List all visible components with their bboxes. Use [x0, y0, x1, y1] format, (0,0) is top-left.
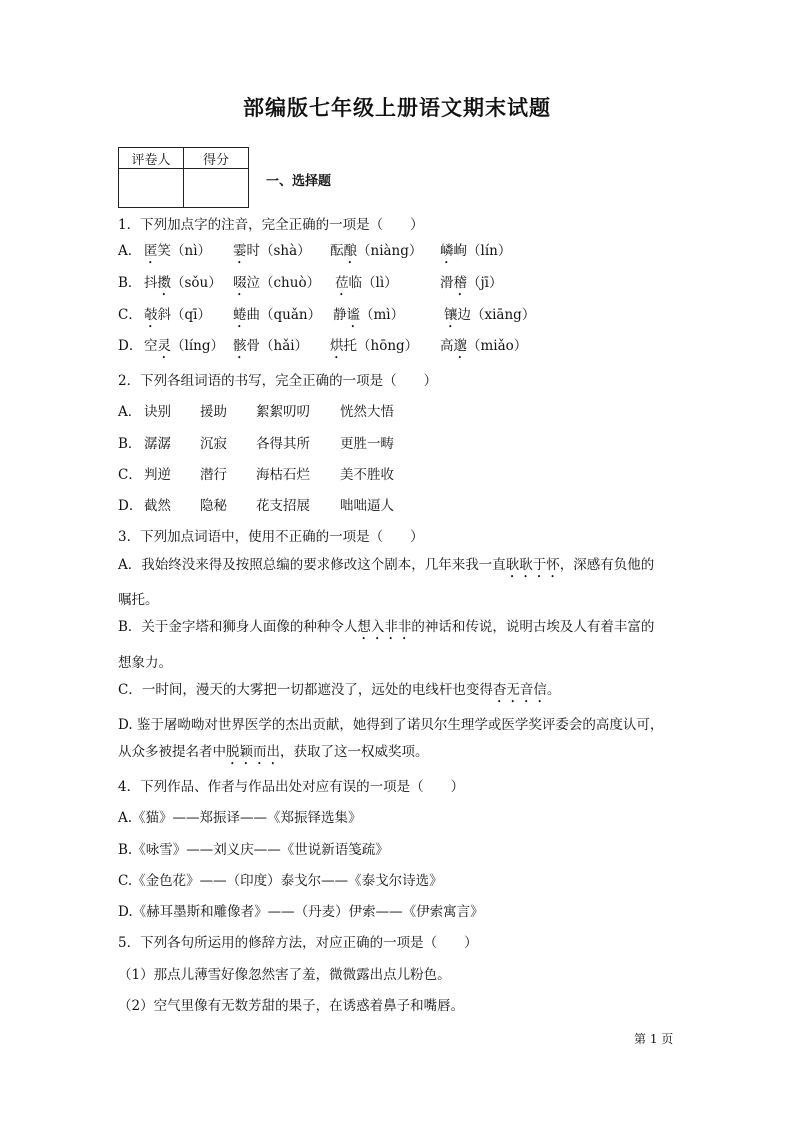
q4-option-c: C.《金色花》——（印度）泰戈尔——《泰戈尔诗选》: [118, 873, 443, 889]
grader-cell: [119, 169, 184, 208]
q5-sentence-1: （1）那点儿薄雪好像忽然害了羞，微微露出点儿粉色。: [118, 967, 451, 983]
q3-option-a-cont: 嘱托。: [118, 592, 159, 608]
q3-option-b: B．关于金字塔和狮身人面像的种种令人想入非非的神话和传说，说明古埃及人有着丰富的: [118, 619, 655, 635]
page-title: 部编版七年级上册语文期末试题: [243, 95, 551, 120]
grader-header: 评卷人: [119, 148, 184, 169]
q2-stem: 2．下列各组词语的书写，完全正确的一项是（ ）: [118, 373, 438, 389]
q3-option-a: A．我始终没来得及按照总编的要求修改这个剧本，几年来我一直耿耿于怀，深感有负他的: [118, 557, 655, 573]
q3-stem: 3．下列加点词语中，使用不正确的一项是（ ）: [118, 529, 424, 545]
q3-option-d: D. 鉴于屠呦呦对世界医学的杰出贡献，她得到了诺贝尔生理学或医学奖评委会的高度认可，: [118, 717, 664, 733]
q3-option-b-cont: 想象力。: [118, 655, 172, 671]
q1-stem: 1．下列加点字的注音，完全正确的一项是（ ）: [118, 217, 424, 233]
q3-option-d-cont: 从众多被提名者中脱颖而出，获取了这一权威奖项。: [118, 744, 429, 760]
q4-option-b: B.《咏雪》——刘义庆——《世说新语笺疏》: [118, 842, 389, 858]
section-heading: 一、选择题: [266, 174, 332, 189]
q4-option-d: D.《赫耳墨斯和雕像者》——（丹麦）伊索——《伊索寓言》: [118, 904, 484, 920]
score-cell: [184, 169, 249, 208]
page-number: 第 1 页: [634, 1032, 674, 1046]
q3-option-c: C．一时间，漫天的大雾把一切都遮没了，远处的电线杆也变得杳无音信。: [118, 682, 561, 698]
grader-score-table: [118, 147, 249, 208]
q4-option-a: A.《猫》——郑振译——《郑振铎选集》: [118, 810, 362, 826]
score-header: 得分: [184, 148, 249, 169]
q5-stem: 5．下列各句所运用的修辞方法，对应正确的一项是（ ）: [118, 935, 478, 951]
q4-stem: 4．下列作品、作者与作品出处对应有误的一项是（ ）: [118, 779, 465, 795]
q5-sentence-2: （2）空气里像有无数芳甜的果子，在诱惑着鼻子和嘴唇。: [118, 998, 465, 1014]
